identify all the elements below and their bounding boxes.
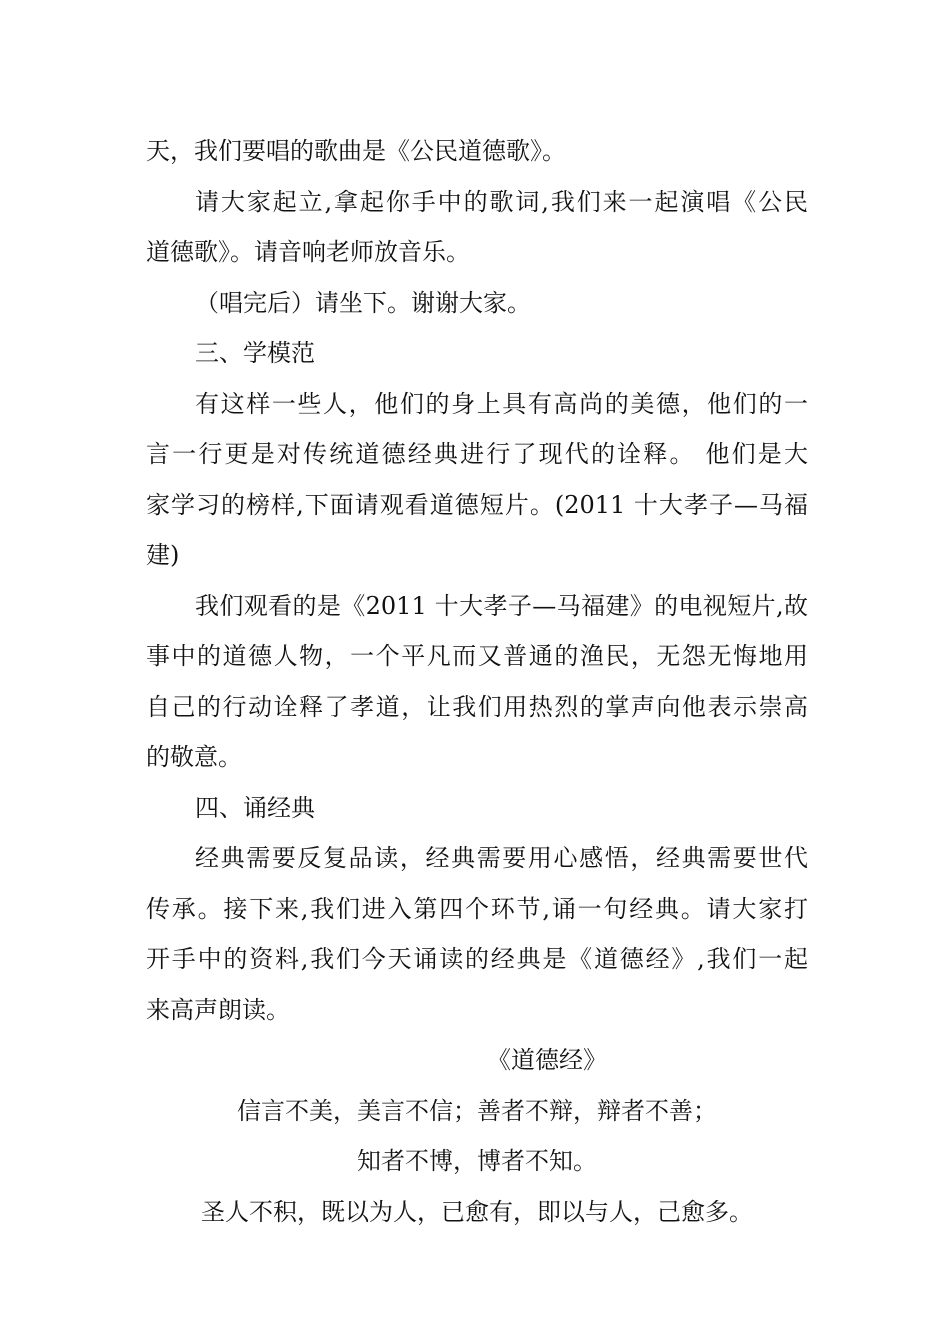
poem-line-3: 圣人不积，既以为人，已愈有，即以与人，己愈多。	[201, 1197, 753, 1226]
paragraph-intro-end: 天，我们要唱的歌曲是《公民道德歌》。	[146, 137, 566, 165]
paragraph-role-models-line-1: 有这样一些人，他们的身上具有高尚的美德，他们的一	[195, 389, 808, 418]
poem-line-2: 知者不博，博者不知。	[357, 1147, 597, 1175]
poem-title: 《道德经》	[487, 1046, 607, 1074]
paragraph-after-song: （唱完后）请坐下。谢谢大家。	[195, 288, 531, 317]
poem-line-1: 信言不美，美言不信；善者不辩，辩者不善；	[237, 1096, 717, 1125]
paragraph-classics-line-3: 开手中的资料,我们今天诵读的经典是《道德经》,我们一起	[146, 945, 808, 973]
paragraph-video-summary-line-3: 自己的行动诠释了孝道，让我们用热烈的掌声向他表示崇高	[146, 692, 808, 721]
paragraph-classics-line-2: 传承。接下来,我们进入第四个环节,诵一句经典。请大家打	[146, 894, 808, 923]
section-heading-xue-mo-fan: 三、学模范	[195, 339, 315, 367]
document-body	[146, 126, 808, 1237]
paragraph-classics-line-4: 来高声朗读。	[146, 995, 290, 1024]
paragraph-stand-sing-line-1: 请大家起立,拿起你手中的歌词,我们来一起演唱《公民	[195, 187, 808, 216]
paragraph-role-models-line-3: 家学习的榜样,下面请观看道德短片。(2011 十大孝子—马福	[146, 490, 808, 519]
paragraph-role-models-line-2: 言一行更是对传统道德经典进行了现代的诠释。 他们是大	[146, 440, 808, 468]
section-heading-song-jing-dian: 四、诵经典	[195, 793, 315, 822]
paragraph-role-models-line-4: 建)	[146, 541, 180, 569]
paragraph-classics-line-1: 经典需要反复品读，经典需要用心感悟，经典需要世代	[195, 844, 808, 872]
paragraph-video-summary-line-4: 的敬意。	[146, 743, 242, 771]
paragraph-stand-sing-line-2: 道德歌》。请音响老师放音乐。	[146, 238, 470, 266]
paragraph-video-summary-line-1: 我们观看的是《2011 十大孝子—马福建》的电视短片,故	[195, 591, 808, 620]
paragraph-video-summary-line-2: 事中的道德人物，一个平凡而又普通的渔民，无怨无悔地用	[146, 642, 808, 670]
